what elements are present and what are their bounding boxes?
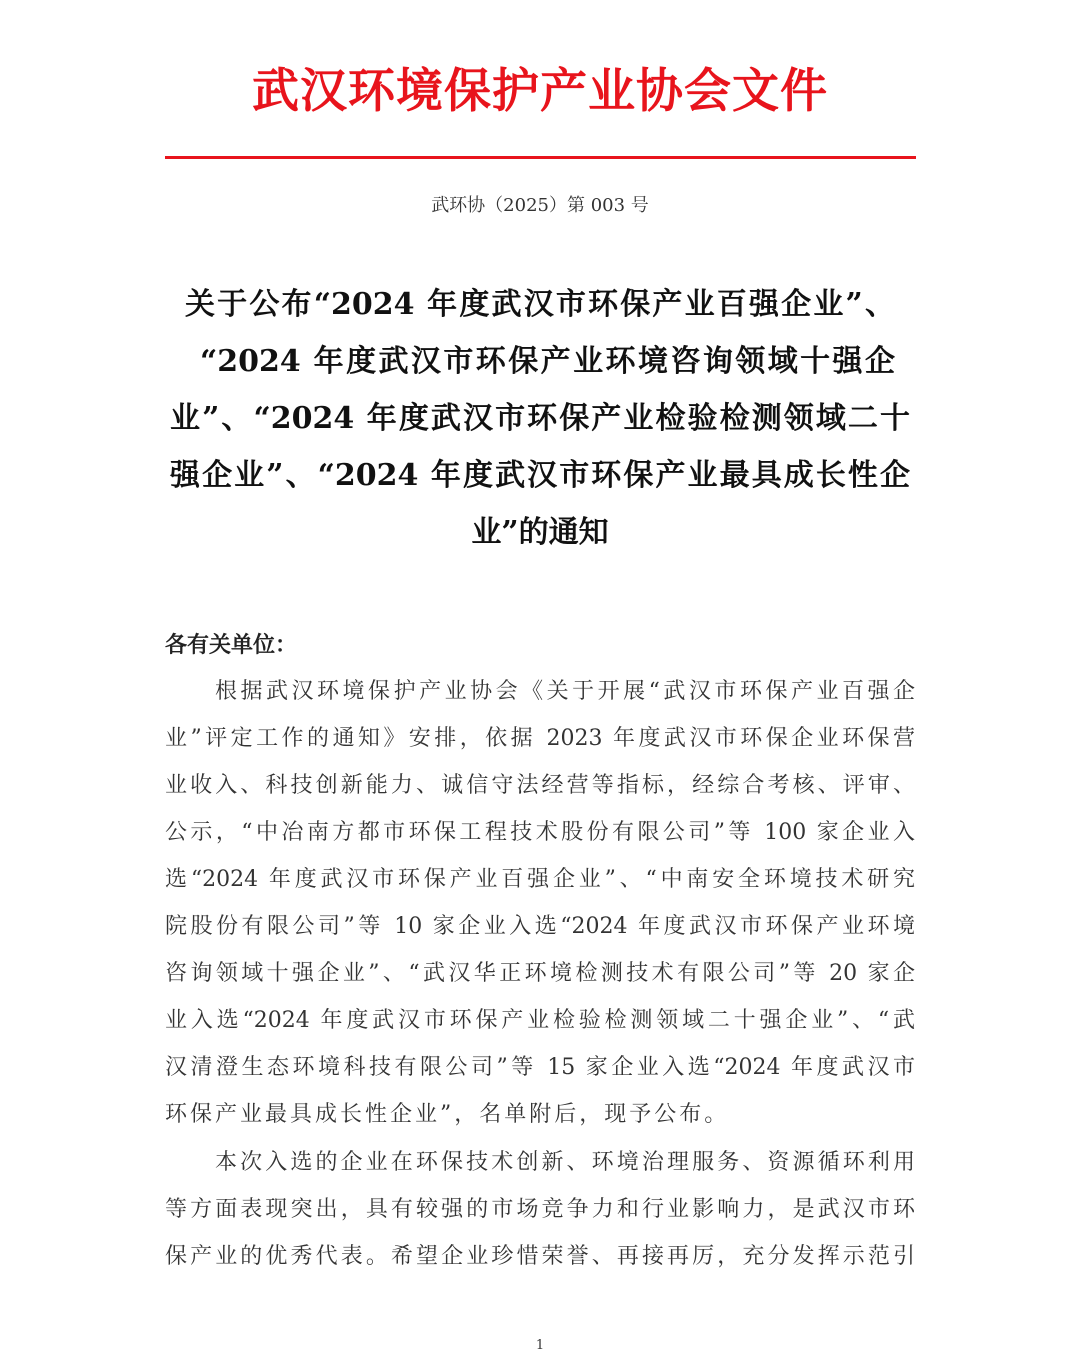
body-line: 汉清澄生态环境科技有限公司”等 15 家企业入选“2024 年度武汉市 [165,1055,915,1080]
salutation: 各有关单位： [165,632,298,658]
document-number: 武环协（2025）第 003 号 [431,195,649,216]
body-line: 业入选“2024 年度武汉市环保产业检验检测领域二十强企业”、“武 [165,1008,915,1033]
body-line: 业收入、科技创新能力、诚信守法经营等指标，经综合考核、评审、 [165,773,915,798]
page-number: 1 [535,1338,545,1353]
body-line: 等方面表现突出，具有较强的市场竞争力和行业影响力，是武汉市环 [165,1197,915,1222]
body-line: 根据武汉环境保护产业协会《关于开展“武汉市环保产业百强企 [215,679,915,704]
document-header-title: 武汉环境保护产业协会文件 [252,64,828,119]
body-line: 环保产业最具成长性企业”，名单附后，现予公布。 [165,1102,730,1127]
body-line: 保产业的优秀代表。希望企业珍惜荣誉、再接再厉，充分发挥示范引 [165,1244,915,1269]
title-line: 关于公布“2024 年度武汉市环保产业百强企业”、 [185,287,895,322]
body-line: 本次入选的企业在环保技术创新、环境治理服务、资源循环利用 [215,1150,915,1175]
title-line: 业”的通知 [471,515,609,550]
body-line: 公示，“中冶南方都市环保工程技术股份有限公司”等 100 家企业入 [165,820,915,845]
body-line: 院股份有限公司”等 10 家企业入选“2024 年度武汉市环保产业环境 [165,914,915,939]
body-line: 业”评定工作的通知》安排，依据 2023 年度武汉市环保企业环保营 [165,726,915,751]
body-line: 选“2024 年度武汉市环保产业百强企业”、“中南安全环境技术研究 [165,867,915,892]
title-line: “2024 年度武汉市环保产业环境咨询领域十强企 [200,344,895,379]
header-red-rule [165,156,916,159]
body-line: 咨询领域十强企业”、“武汉华正环境检测技术有限公司”等 20 家企 [165,961,915,986]
title-line: 业”、“2024 年度武汉市环保产业检验检测领域二十 [170,401,910,436]
title-line: 强企业”、“2024 年度武汉市环保产业最具成长性企 [170,458,910,493]
